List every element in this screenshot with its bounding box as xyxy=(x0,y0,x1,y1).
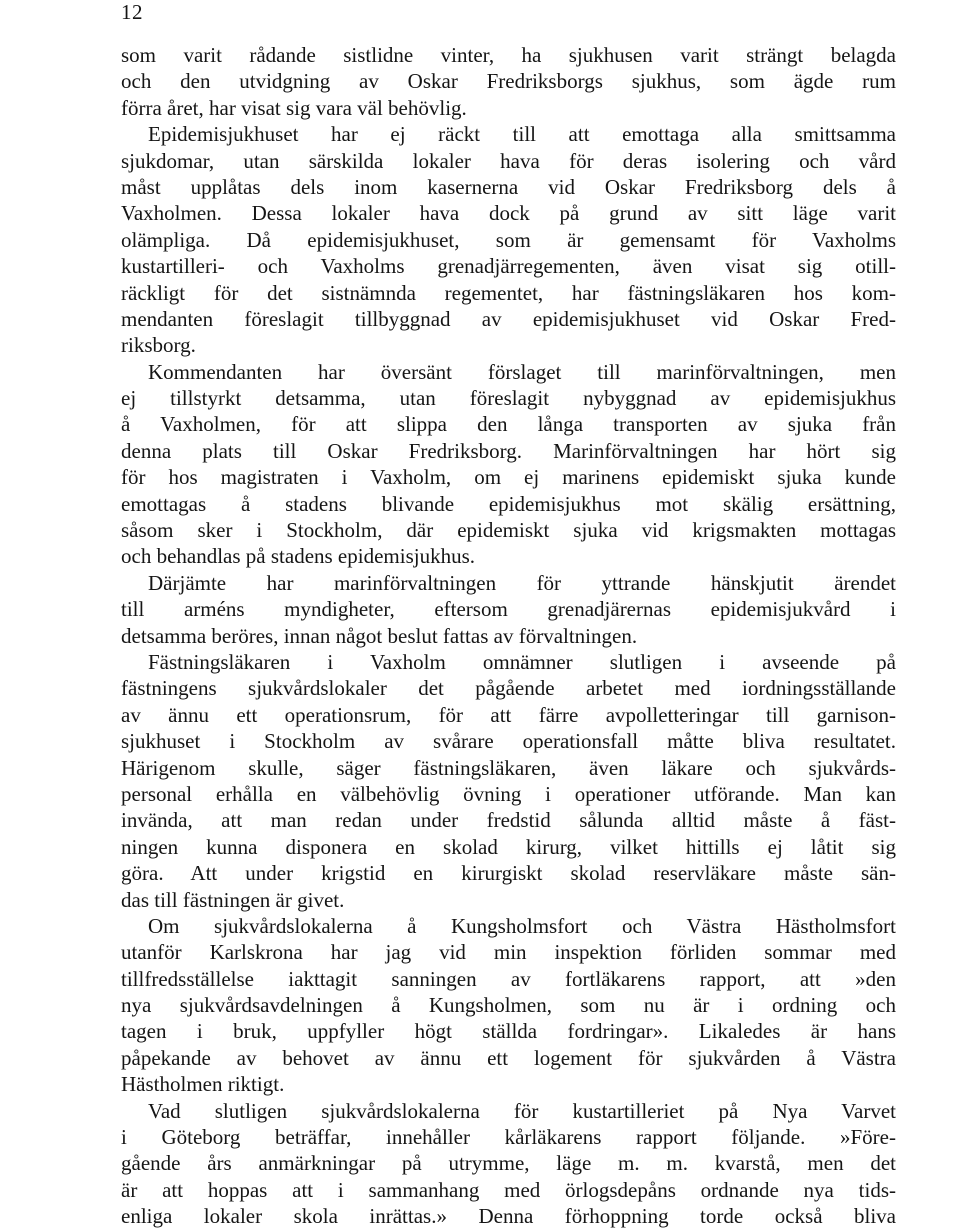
text-line: enliga lokaler skola inrättas.» Denna förhoppning torde också bliva xyxy=(121,1204,896,1229)
text-line: sjukhuset i Stockholm av svårare operationsfall måtte bliva resultatet. xyxy=(121,729,896,754)
text-line: för hos magistraten i Vaxholm, om ej marinens epidemiskt sjuka kunde xyxy=(121,465,896,490)
text-line: Hästholmen riktigt. xyxy=(121,1072,285,1097)
text-line: kustartilleri- och Vaxholms grenadjärregementen, även visat sig otill- xyxy=(121,254,896,279)
text-line: Kommendanten har översänt förslaget till marinförvaltningen, men xyxy=(148,359,896,384)
text-line: personal erhålla en välbehövlig övning i operationer utförande. Man kan xyxy=(121,781,896,806)
text-line: denna plats till Oskar Fredriksborg. Marinförvaltningen har hört sig xyxy=(121,438,896,463)
text-line: invända, att man redan under fredstid sålunda alltid måste å fäst- xyxy=(121,808,896,833)
body-text xyxy=(121,42,896,1230)
text-line: das till fästningen är givet. xyxy=(121,887,345,912)
text-line: måst upplåtas dels inom kasernerna vid Oskar Fredriksborg dels å xyxy=(121,174,896,199)
text-line: och den utvidgning av Oskar Fredriksborgs sjukhus, som ägde rum xyxy=(121,69,896,94)
text-line: mendanten föreslagit tillbyggnad av epidemisjukhuset vid Oskar Fred- xyxy=(121,306,896,331)
text-line: till arméns myndigheter, eftersom grenadjärernas epidemisjukvård i xyxy=(121,597,896,622)
text-line: Epidemisjukhuset har ej räckt till att emottaga alla smittsamma xyxy=(148,122,896,147)
text-line: emottagas å stadens blivande epidemisjukhus mot skälig ersättning, xyxy=(121,491,896,516)
text-line: riksborg. xyxy=(121,333,196,358)
text-line: är att hoppas att i sammanhang med örlogsdepåns ordnande nya tids- xyxy=(121,1177,896,1202)
text-line: ningen kunna disponera en skolad kirurg, vilket hittills ej låtit sig xyxy=(121,834,896,859)
text-line: av ännu ett operationsrum, för att färre avpolletteringar till garnison- xyxy=(121,702,896,727)
text-line: Vaxholmen. Dessa lokaler hava dock på grund av sitt läge varit xyxy=(121,201,896,226)
text-line: sjukdomar, utan särskilda lokaler hava för deras isolering och vård xyxy=(121,148,896,173)
text-line: nya sjukvårdsavdelningen å Kungsholmen, som nu är i ordning och xyxy=(121,993,896,1018)
text-line: och behandlas på stadens epidemisjukhus. xyxy=(121,544,476,569)
text-line: fästningens sjukvårdslokaler det pågående arbetet med iordningsställande xyxy=(121,676,896,701)
text-line: Härigenom skulle, säger fästningsläkaren, även läkare och sjukvårds- xyxy=(121,755,896,780)
text-line: som varit rådande sistlidne vinter, ha sjukhusen varit strängt belagda xyxy=(121,43,896,67)
text-line: olämpliga. Då epidemisjukhuset, som är gemensamt för Vaxholms xyxy=(121,227,896,252)
text-line: tillfredsställelse iakttagit sanningen av fortläkarens rapport, att »den xyxy=(121,966,896,991)
text-line: förra året, har visat sig vara väl behövlig. xyxy=(121,95,467,120)
text-line: såsom sker i Stockholm, där epidemiskt sjuka vid krigsmakten mottagas xyxy=(121,518,896,543)
text-line: i Göteborg beträffar, innehåller kårläkarens rapport följande. »Före- xyxy=(121,1125,896,1150)
text-line: Vad slutligen sjukvårdslokalerna för kustartilleriet på Nya Varvet xyxy=(148,1098,896,1123)
text-line: räckligt för det sistnämnda regementet, har fästningsläkaren hos kom- xyxy=(121,280,896,305)
page-number: 12 xyxy=(121,0,143,24)
text-line: detsamma beröres, innan något beslut fattas av förvaltningen. xyxy=(121,623,638,648)
text-line: Därjämte har marinförvaltningen för yttrande hänskjutit ärendet xyxy=(148,570,896,595)
text-line: Om sjukvårdslokalerna å Kungsholmsfort och Västra Hästholmsfort xyxy=(148,913,896,938)
text-line: tagen i bruk, uppfyller högt ställda fordringar». Likaledes är hans xyxy=(121,1019,896,1044)
text-line: ej tillstyrkt detsamma, utan föreslagit nybyggnad av epidemisjukhus xyxy=(121,386,896,411)
text-line: gående års anmärkningar på utrymme, läge m. m. kvarstå, men det xyxy=(121,1151,896,1176)
text-line: å Vaxholmen, för att slippa den långa transporten av sjuka från xyxy=(121,412,896,437)
text-line: Fästningsläkaren i Vaxholm omnämner slutligen i avseende på xyxy=(148,649,896,674)
text-line: påpekande av behovet av ännu ett logement för sjukvården å Västra xyxy=(121,1045,896,1070)
text-line: göra. Att under krigstid en kirurgiskt skolad reservläkare måste sän- xyxy=(121,861,896,886)
text-line: utanför Karlskrona har jag vid min inspektion förliden sommar med xyxy=(121,940,896,965)
